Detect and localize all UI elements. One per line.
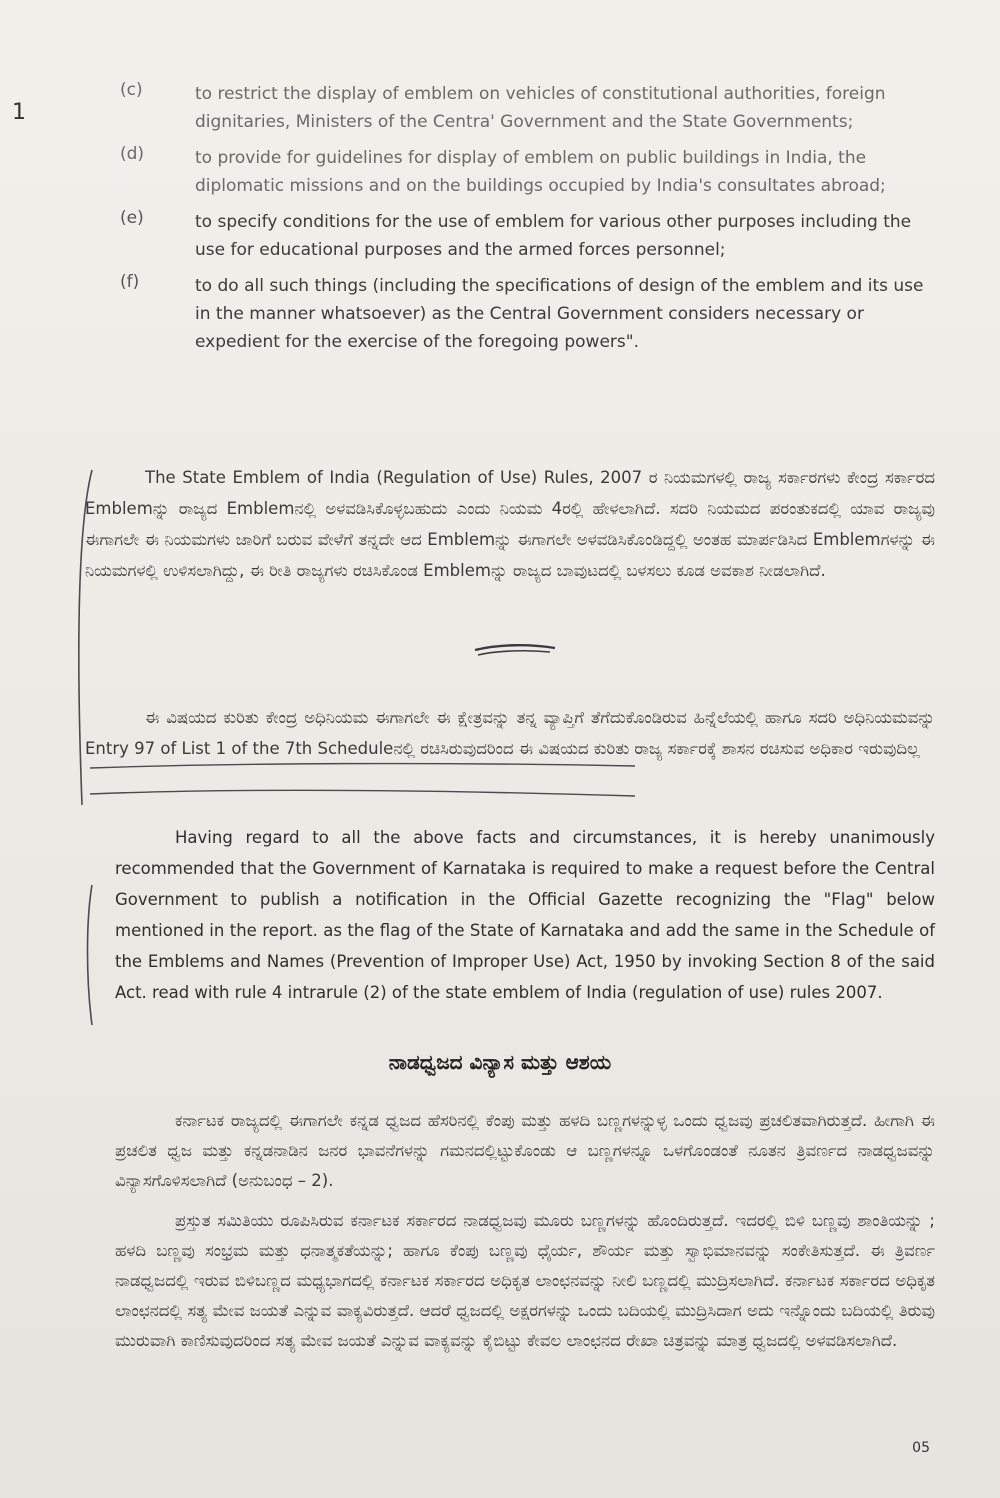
paragraph-recommendation xyxy=(115,822,935,1008)
page-number: 05 xyxy=(912,1440,930,1456)
list-item xyxy=(120,272,940,356)
paragraph-text: Having regard to all the above facts and circumstances, it is hereby unanimously recommended that the Government of Karnataka is required to make a request before the Central Government to publish a notification in the Official Gazette recognizing the "Flag" below mentioned in the report. as the flag of the State of Karnataka and add the same in the Schedule of the Emblems and Names (Prevention of Improper Use) Act, 1950 by invoking Section 8 of the said Act. read with rule 4 intrarule (2) of the state emblem of India (regulation of use) rules 2007. xyxy=(115,828,935,1002)
margin-mark: 1 xyxy=(12,100,26,125)
list-item xyxy=(120,80,940,136)
handwritten-underline-entry xyxy=(85,760,645,800)
paragraph-flag-description xyxy=(115,1206,935,1356)
handwritten-underline-emblem xyxy=(470,640,560,660)
list-item xyxy=(120,208,940,264)
paragraph-text: ಪ್ರಸ್ತುತ ಸಮಿತಿಯು ರೂಪಿಸಿರುವ ಕರ್ನಾಟಕ ಸರ್ಕಾರದ ನಾಡಧ್ವಜವು ಮೂರು ಬಣ್ಣಗಳನ್ನು ಹೊಂದಿರುತ್ತದೆ. ಇದರಲ್ಲಿ ಬಿಳಿ ಬಣ್ಣವು ಶಾಂತಿಯನ್ನು ; ಹಳದಿ ಬಣ್ಣವು ಸಂಭ್ರಮ ಮತ್ತು ಧನಾತ್ಮಕತೆಯನ್ನು; ಹಾಗೂ ಕೆಂಪು ಬಣ್ಣವು ಧೈರ್ಯ, ಶೌರ್ಯ ಮತ್ತು ಸ್ವಾಭಿಮಾನವನ್ನು ಸಂಕೇತಿಸುತ್ತದೆ. ಈ ತ್ರಿವರ್ಣ ನಾಡಧ್ವಜದಲ್ಲಿ ಇರುವ ಬಿಳಿಬಣ್ಣದ ಮಧ್ಯಭಾಗದಲ್ಲಿ ಕರ್ನಾಟಕ ಸರ್ಕಾರದ ಅಧಿಕೃತ ಲಾಂಛನವನ್ನು ನೀಲಿ ಬಣ್ಣದಲ್ಲಿ ಮುದ್ರಿಸಲಾಗಿದೆ. ಕರ್ನಾಟಕ ಸರ್ಕಾರದ ಅಧಿಕೃತ ಲಾಂಛನದಲ್ಲಿ ಸತ್ಯ ಮೇವ ಜಯತೆ ಎನ್ನುವ ವಾಕ್ಯವಿರುತ್ತದೆ. ಆದರೆ ಧ್ವಜದಲ್ಲಿ ಅಕ್ಷರಗಳನ್ನು ಒಂದು ಬದಿಯಲ್ಲಿ ಮುದ್ರಿಸಿದಾಗ ಅದು ಇನ್ನೊಂದು ಬದಿಯಲ್ಲಿ ತಿರುವು ಮುರುವಾಗಿ ಕಾಣಿಸುವುದರಿಂದ ಸತ್ಯ ಮೇವ ಜಯತೆ ಎನ್ನುವ ವಾಕ್ಯವನ್ನು ಕೈಬಿಟ್ಟು ಕೇವಲ ಲಾಂಛನದ ರೇಖಾ ಚಿತ್ರವನ್ನು ಮಾತ್ರ ಧ್ವಜದಲ್ಲಿ ಅಳವಡಿಸಲಾಗಿದೆ. xyxy=(115,1211,935,1350)
paragraph-entry-97 xyxy=(85,702,935,764)
list-item-text: to do all such things (including the specifications of design of the emblem and its use in the manner whatsoever) as the Central Government considers necessary or expedient for the exercise of the foregoing powers". xyxy=(195,276,924,352)
paragraph-emblem-rules xyxy=(85,462,935,586)
list-item-text: to provide for guidelines for display of emblem on public buildings in India, the diplomatic missions and on the buildings occupied by India's consultates abroad; xyxy=(195,148,886,196)
list-item xyxy=(120,144,940,200)
list-item-label: (e) xyxy=(120,208,144,228)
list-item-label: (c) xyxy=(120,80,143,100)
list-item-label: (f) xyxy=(120,272,140,292)
paragraph-text: ಕರ್ನಾಟಕ ರಾಜ್ಯದಲ್ಲಿ ಈಗಾಗಲೇ ಕನ್ನಡ ಧ್ವಜದ ಹೆಸರಿನಲ್ಲಿ ಕೆಂಪು ಮತ್ತು ಹಳದಿ ಬಣ್ಣಗಳನ್ನುಳ್ಳ ಒಂದು ಧ್ವಜವು ಪ್ರಚಲಿತವಾಗಿರುತ್ತದೆ. ಹೀಗಾಗಿ ಈ ಪ್ರಚಲಿತ ಧ್ವಜ ಮತ್ತು ಕನ್ನಡನಾಡಿನ ಜನರ ಭಾವನೆಗಳನ್ನು ಗಮನದಲ್ಲಿಟ್ಟುಕೊಂಡು ಆ ಬಣ್ಣಗಳನ್ನೂ ಒಳಗೊಂಡಂತೆ ನೂತನ ತ್ರಿವರ್ಣದ ನಾಡಧ್ವಜವನ್ನು ವಿನ್ಯಾಸಗೊಳಿಸಲಾಗಿದೆ (ಅನುಬಂಧ – 2). xyxy=(115,1111,935,1190)
paragraph-text: The State Emblem of India (Regulation of Use) Rules, 2007 ರ ನಿಯಮಗಳಲ್ಲಿ ರಾಜ್ಯ ಸರ್ಕಾರಗಳು ಕೇಂದ್ರ ಸರ್ಕಾರದ Emblemನ್ನು ರಾಜ್ಯದ Emblemನಲ್ಲಿ ಅಳವಡಿಸಿಕೊಳ್ಳಬಹುದು ಎಂದು ನಿಯಮ 4ರಲ್ಲಿ ಹೇಳಲಾಗಿದೆ. ಸದರಿ ನಿಯಮದ ಪರಂತುಕದಲ್ಲಿ ಯಾವ ರಾಜ್ಯವು ಈಗಾಗಲೇ ಈ ನಿಯಮಗಳು ಜಾರಿಗೆ ಬರುವ ವೇಳೆಗೆ ತನ್ನದೇ ಆದ Emblemನ್ನು ಈಗಾಗಲೇ ಅಳವಡಿಸಿಕೊಂಡಿದ್ದಲ್ಲಿ ಅಂತಹ ಮಾರ್ಪಡಿಸಿದ Emblemಗಳನ್ನು ಈ ನಿಯಮಗಳಲ್ಲಿ ಉಳಿಸಲಾಗಿದ್ದು, ಈ ರೀತಿ ರಾಜ್ಯಗಳು ರಚಿಸಿಕೊಂಡ Emblemನ್ನು ರಾಜ್ಯದ ಬಾವುಟದಲ್ಲಿ ಬಳಸಲು ಕೂಡ ಅವಕಾಶ ನೀಡಲಾಗಿದೆ. xyxy=(85,468,935,580)
section-heading: ನಾಡಧ್ವಜದ ವಿನ್ಯಾಸ ಮತ್ತು ಆಶಯ xyxy=(388,1050,612,1074)
list-item-text: to restrict the display of emblem on vehicles of constitutional authorities, foreign dignitaries, Ministers of the Centra' Government and the State Governments; xyxy=(195,84,886,132)
list-item-text: to specify conditions for the use of emblem for various other purposes including the use for educational purposes and the armed forces personnel; xyxy=(195,212,912,260)
paragraph-flag-intro xyxy=(115,1106,935,1196)
list-item-label: (d) xyxy=(120,144,145,164)
paragraph-text: ಈ ವಿಷಯದ ಕುರಿತು ಕೇಂದ್ರ ಅಧಿನಿಯಮ ಈಗಾಗಲೇ ಈ ಕ್ಷೇತ್ರವನ್ನು ತನ್ನ ವ್ಯಾಪ್ತಿಗೆ ತೆಗೆದುಕೊಂಡಿರುವ ಹಿನ್ನೆಲೆಯಲ್ಲಿ ಹಾಗೂ ಸದರಿ ಅಧಿನಿಯಮವನ್ನು Entry 97 of List 1 of the 7th Scheduleನಲ್ಲಿ ರಚಿಸಿರುವುದರಿಂದ ಈ ವಿಷಯದ ಕುರಿತು ರಾಜ್ಯ ಸರ್ಕಾರಕ್ಕೆ ಶಾಸನ ರಚಿಸುವ ಅಧಿಕಾರ ಇರುವುದಿಲ್ಲ xyxy=(85,708,935,758)
handwritten-margin-bracket-2 xyxy=(78,880,108,1030)
clause-list xyxy=(120,80,940,364)
